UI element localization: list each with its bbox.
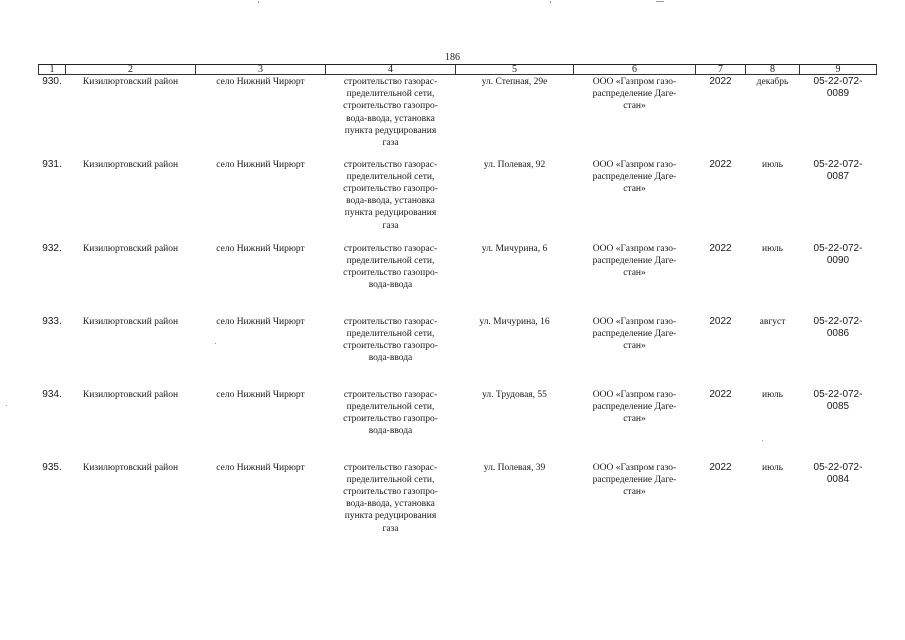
- year-cell: 2022: [709, 76, 732, 87]
- address-cell: ул. Мичурина, 16: [479, 316, 550, 327]
- work-description-line: строительство газорас-: [343, 159, 438, 170]
- work-description-line: вода-ввода: [368, 280, 413, 291]
- column-number-row: [39, 65, 877, 75]
- organization-line: распределение Даге-: [592, 328, 677, 339]
- locality-cell: село Нижний Чирюрт: [216, 462, 305, 473]
- month-cell: декабрь: [756, 77, 789, 87]
- work-description-line: строительство газопро-: [343, 267, 438, 278]
- code-cell: 05-22-072-0087: [813, 158, 863, 182]
- work-description-line: вода-ввода, установка: [346, 113, 435, 124]
- locality-cell: село Нижний Чирюрт: [216, 159, 305, 170]
- organization-line: ООО «Газпром газо-: [592, 316, 677, 327]
- scan-speck: [215, 343, 216, 344]
- organization-line: стан»: [623, 340, 646, 351]
- code-cell: 05-22-072-0090: [813, 242, 863, 266]
- work-description-line: строительство газорас-: [343, 77, 438, 87]
- organization-line: распределение Даге-: [592, 171, 677, 182]
- locality-cell: село Нижний Чирюрт: [216, 389, 305, 400]
- organization-line: ООО «Газпром газо-: [592, 159, 677, 170]
- code-cell: 05-22-072-0086: [813, 315, 863, 339]
- year-cell: 2022: [709, 388, 732, 400]
- year-cell: 2022: [709, 461, 732, 473]
- organization-cell: [574, 159, 696, 243]
- locality-cell: село Нижний Чирюрт: [216, 243, 305, 254]
- column-header: 7: [696, 65, 746, 75]
- column-header: 3: [196, 65, 326, 75]
- row-number-cell: 934.: [42, 388, 62, 400]
- column-header: 1: [39, 65, 66, 75]
- work-description-cell: [326, 389, 456, 462]
- work-description-line: строительство газорас-: [343, 462, 438, 473]
- work-description-line: строительство газопро-: [343, 183, 438, 194]
- month-cell: июль: [761, 462, 784, 473]
- organization-line: стан»: [623, 183, 646, 194]
- work-description-cell: [326, 75, 456, 159]
- column-header: 5: [456, 65, 574, 75]
- organization-cell: [574, 316, 696, 389]
- district-cell: Кизилюртовский район: [82, 159, 179, 170]
- table-row: [39, 462, 877, 546]
- works-table: [38, 64, 877, 546]
- work-description-line: вода-ввода, установка: [346, 196, 435, 207]
- month-cell: июль: [761, 243, 784, 254]
- organization-line: распределение Даге-: [592, 401, 677, 412]
- row-number-cell: 933.: [42, 315, 62, 327]
- work-description-line: пункта редуцирования: [344, 125, 437, 136]
- month-cell: август: [759, 316, 786, 327]
- year-cell: 2022: [709, 242, 732, 254]
- work-description-line: пределительной сети,: [346, 171, 435, 182]
- address-cell: ул. Полевая, 39: [483, 462, 546, 473]
- work-description-cell: [326, 316, 456, 389]
- row-number-cell: 932.: [42, 242, 62, 254]
- organization-cell: [574, 462, 696, 546]
- code-cell: 05-22-072-0089: [813, 76, 863, 100]
- scan-speck: [258, 1, 259, 3]
- work-description-line: строительство газорас-: [343, 389, 438, 400]
- year-cell: 2022: [709, 158, 732, 170]
- work-description-line: строительство газопро-: [343, 101, 438, 112]
- district-cell: Кизилюртовский район: [82, 316, 179, 327]
- organization-line: ООО «Газпром газо-: [592, 389, 677, 400]
- row-number-cell: 935.: [42, 461, 62, 473]
- work-description-line: пределительной сети,: [346, 474, 435, 485]
- organization-line: ООО «Газпром газо-: [592, 243, 677, 254]
- column-header: 8: [746, 65, 800, 75]
- table-row: [39, 316, 877, 389]
- year-cell: 2022: [709, 315, 732, 327]
- address-cell: ул. Полевая, 92: [483, 159, 546, 170]
- work-description-cell: [326, 159, 456, 243]
- address-cell: ул. Трудовая, 55: [482, 389, 547, 400]
- organization-line: распределение Даге-: [592, 89, 677, 100]
- table-row: [39, 243, 877, 316]
- scan-speck: [656, 1, 664, 2]
- organization-line: стан»: [623, 267, 646, 278]
- district-cell: Кизилюртовский район: [82, 77, 179, 87]
- organization-line: ООО «Газпром газо-: [592, 77, 677, 87]
- table-body: [39, 75, 877, 546]
- work-description-line: строительство газопро-: [343, 486, 438, 497]
- organization-line: стан»: [623, 486, 646, 497]
- code-cell: 05-22-072-0084: [813, 461, 863, 485]
- scan-speck: [6, 405, 7, 406]
- work-description-line: пределительной сети,: [346, 328, 435, 339]
- month-cell: июль: [761, 389, 784, 400]
- district-cell: Кизилюртовский район: [82, 462, 179, 473]
- work-description-line: пункта редуцирования: [344, 511, 437, 522]
- work-description-line: газа: [382, 523, 399, 534]
- organization-line: стан»: [623, 413, 646, 424]
- code-cell: 05-22-072-0085: [813, 388, 863, 412]
- table-row: [39, 389, 877, 462]
- work-description-line: строительство газопро-: [343, 413, 438, 424]
- month-cell: июль: [761, 159, 784, 170]
- work-description-line: пункта редуцирования: [344, 208, 437, 219]
- address-cell: ул. Мичурина, 6: [481, 243, 548, 254]
- organization-line: стан»: [623, 101, 646, 112]
- locality-cell: село Нижний Чирюрт: [216, 77, 305, 87]
- column-header: 2: [66, 65, 196, 75]
- organization-cell: [574, 75, 696, 159]
- work-description-line: вода-ввода: [368, 353, 413, 364]
- table-row: [39, 159, 877, 243]
- work-description-line: газа: [382, 138, 399, 149]
- page-number: 186: [445, 52, 460, 63]
- column-header: 9: [800, 65, 877, 75]
- scan-speck: [550, 1, 551, 3]
- row-number-cell: 930.: [42, 76, 62, 87]
- organization-line: ООО «Газпром газо-: [592, 462, 677, 473]
- work-description-cell: [326, 243, 456, 316]
- work-description-line: пределительной сети,: [346, 255, 435, 266]
- work-description-line: вода-ввода: [368, 426, 413, 437]
- table-row: [39, 75, 877, 159]
- district-cell: Кизилюртовский район: [82, 243, 179, 254]
- organization-line: распределение Даге-: [592, 474, 677, 485]
- locality-cell: село Нижний Чирюрт: [216, 316, 305, 327]
- work-description-line: строительство газорас-: [343, 243, 438, 254]
- column-header: 6: [574, 65, 696, 75]
- scan-speck: [762, 440, 763, 441]
- work-description-line: строительство газопро-: [343, 340, 438, 351]
- work-description-line: пределительной сети,: [346, 89, 435, 100]
- work-description-cell: [326, 462, 456, 546]
- work-description-line: строительство газорас-: [343, 316, 438, 327]
- row-number-cell: 931.: [42, 158, 62, 170]
- organization-cell: [574, 389, 696, 462]
- organization-cell: [574, 243, 696, 316]
- work-description-line: газа: [382, 220, 399, 231]
- column-header: 4: [326, 65, 456, 75]
- district-cell: Кизилюртовский район: [82, 389, 179, 400]
- organization-line: распределение Даге-: [592, 255, 677, 266]
- address-cell: ул. Степная, 29е: [481, 77, 548, 87]
- work-description-line: вода-ввода, установка: [346, 499, 435, 510]
- work-description-line: пределительной сети,: [346, 401, 435, 412]
